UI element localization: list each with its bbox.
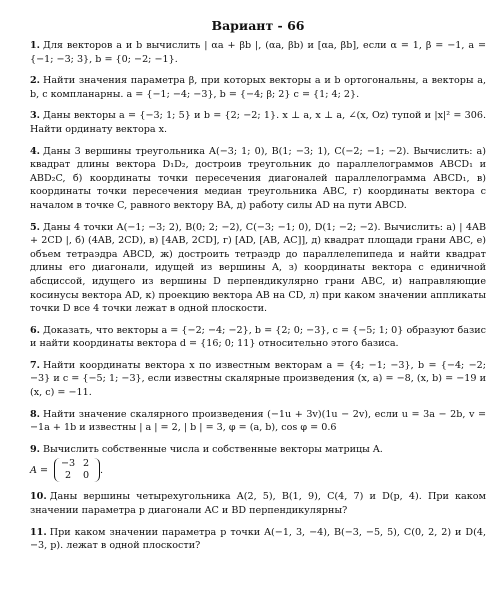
problem-number: 8. xyxy=(30,408,41,420)
problem-text: Для векторов a и b вычислить | αa + βb |, (αa, βb) и [αa, βb], если α = 1, β = −1, a = {−1; −3; 3}, b = {0; −2; −1}. xyxy=(30,40,486,65)
problem-number: 6. xyxy=(30,324,41,336)
problem-number: 11. xyxy=(30,526,47,538)
problem-2 xyxy=(30,74,486,101)
problem-text: Даны векторы a = {−3; 1; 5} и b = {2; −2; 1}. x ⊥ a, x ⊥ a, ∠(x, Oz) тупой и |x|² = 306. Найти ординату вектора x. xyxy=(30,110,486,135)
problem-text: Вычислить собственные числа и собственные векторы матрицы A. xyxy=(43,443,383,455)
problem-text: Доказать, что векторы a = {−2; −4; −2}, b = {2; 0; −3}, c = {−5; 1; 0} образуют базис и найти координаты вектора d = {16; 0; 11} относительно этого базиса. xyxy=(30,324,486,350)
matrix-cell: 0 xyxy=(82,470,90,482)
problem-8 xyxy=(30,408,486,435)
problem-6 xyxy=(30,324,486,351)
problem-text: Даны 3 вершины треугольника A(−3; 1; 0), B(1; −3; 1), C(−2; −1; −2). Вычислить: а) квадрат длины вектора D₁D₂, достроив треугольник до параллелограммов ABCD₁ и ABD₂C, б) координаты точки пересечения диагоналей параллелограмма ABCD₁, в) координаты точки пересечения медиан треугольника ABC, г) координаты вектора с началом в точке C, равного вектору BA, д) работу силы AD на пути ABCD. xyxy=(30,145,486,211)
problem-number: 5. xyxy=(30,221,41,233)
matrix-label: A = xyxy=(30,464,49,476)
problem-number: 1. xyxy=(30,40,41,51)
problem-5 xyxy=(30,221,486,316)
problem-text: Найти координаты вектора x по известным векторам a = {4; −1; −3}, b = {−4; −2; −3} и c = {−5; 1; −3}, если известны скалярные произведения (x, a) = −8, (x, b) = −19 и (x, c) = −11. xyxy=(30,359,486,399)
problem-number: 9. xyxy=(30,443,41,455)
problem-4 xyxy=(30,145,486,213)
matrix-end: . xyxy=(100,464,104,476)
problem-text: Даны 4 точки A(−1; −3; 2), B(0; 2; −2), C(−3; −1; 0), D(1; −2; −2). Вычислить: а) | 4AB + 2CD |, б) (4AB, 2CD), в) [4AB, 2CD], г) [AD, [AB, AC]], д) квадрат площади грани ABC, е) объем тетраэдра ABCD, ж) достроить тетраэдр до параллелепипеда и найти квадрат длины его диагонали, идущей из вершины A, з) координаты вектора с единичной абсциссой, идущего из вершины D перпендикулярно грани ABC, и) направляющие косинусы вектора AD, к) проекцию вектора AB на CD, л) при каком значении аппликаты точки D все 4 точки лежат в одной плоскости. xyxy=(30,221,486,315)
problem-11 xyxy=(30,526,486,553)
page-title: Вариант - 66 xyxy=(211,18,305,33)
matrix-cell: 2 xyxy=(64,470,72,482)
problem-text: Найти значения параметра β, при которых векторы a и b ортогональны, а векторы a, b, c компланарны. a = {−1; −4; −3}, b = {−4; β; 2} c = {1; 4; 2}. xyxy=(30,75,486,100)
problem-9 xyxy=(30,443,486,483)
problem-number: 3. xyxy=(30,110,41,122)
problem-3 xyxy=(30,109,486,136)
matrix-a xyxy=(54,458,100,482)
problem-text: Даны вершины четырехугольника A(2, 5), B(1, 9), C(4, 7) и D(p, 4). При каком значении параметра p диагонали AC и BD перпендикулярны? xyxy=(30,491,486,517)
problem-number: 4. xyxy=(30,145,41,157)
problem-number: 7. xyxy=(30,359,41,371)
problem-1 xyxy=(30,39,486,66)
matrix-block xyxy=(30,458,486,482)
problem-number: 2. xyxy=(30,75,41,87)
problem-text: Найти значение скалярного произведения (−1u + 3v)(1u − 2v), если u = 3a − 2b, v = −1a + 1b и известны | a | = 2, | b | = 3, φ = (a, b), cos φ = 0.6 xyxy=(30,408,486,434)
problem-text: При каком значении параметра p точки A(−1, 3, −4), B(−3, −5, 5), C(0, 2, 2) и D(4, −3, p). лежат в одной плоскости? xyxy=(30,526,486,552)
problem-number: 10. xyxy=(30,491,47,503)
problem-10 xyxy=(30,490,486,517)
matrix-cell: −3 xyxy=(60,458,76,470)
problem-7 xyxy=(30,359,486,400)
matrix-cell: 2 xyxy=(82,458,90,470)
